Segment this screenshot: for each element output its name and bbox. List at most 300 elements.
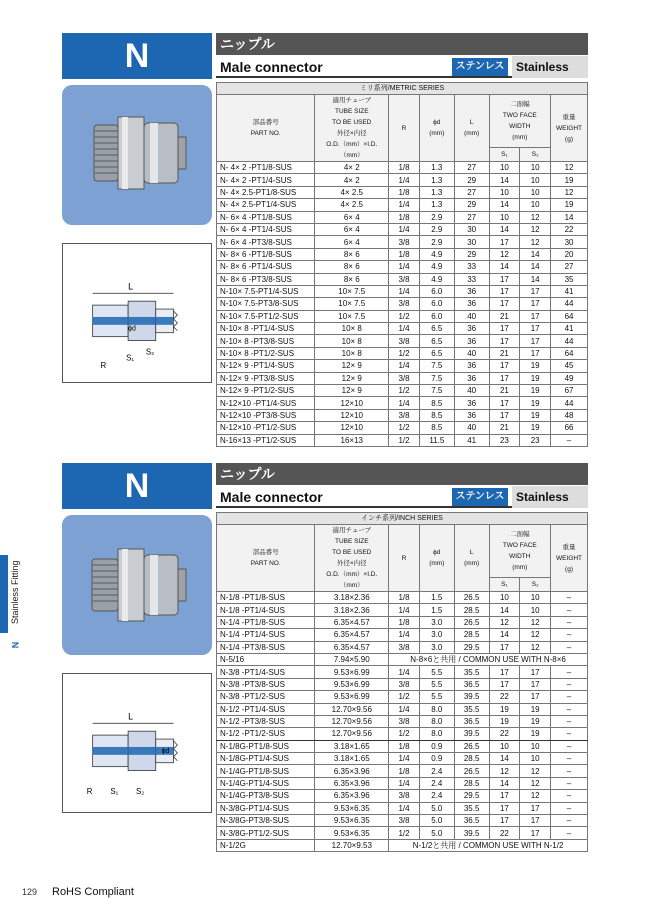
table-cell: N-1/8G-PT1/4-SUS xyxy=(217,753,315,765)
table-row xyxy=(217,199,588,211)
table-cell: 12× 9 xyxy=(315,360,389,372)
table-cell: 1/4 xyxy=(389,802,420,814)
table-cell: 12 xyxy=(520,777,551,789)
table-cell: 6× 4 xyxy=(315,211,389,223)
table-cell: 3.0 xyxy=(419,641,454,653)
table-cell: 1/4 xyxy=(389,323,420,335)
table-cell: 28.5 xyxy=(454,604,489,616)
table-cell: 1/4 xyxy=(389,753,420,765)
table-cell: 10 xyxy=(520,592,551,604)
table-cell: 3/8 xyxy=(389,372,420,384)
table-cell: 10 xyxy=(520,753,551,765)
fitting-photo-icon xyxy=(62,85,212,225)
table-cell: 19 xyxy=(489,703,520,715)
table-cell: 14 xyxy=(489,777,520,789)
col-l: L (mm) xyxy=(454,95,489,162)
table-row xyxy=(217,397,588,409)
table-cell: 6.35×3.96 xyxy=(315,777,389,789)
table-cell: 1/4 xyxy=(389,285,420,297)
table-row xyxy=(217,666,588,678)
table-cell: 1/2 xyxy=(389,434,420,446)
table-cell: 17 xyxy=(489,335,520,347)
table-cell: 44 xyxy=(551,335,588,347)
table-cell: N- 4× 2 -PT1/4-SUS xyxy=(217,174,315,186)
table-cell: N- 8× 6 -PT1/8-SUS xyxy=(217,248,315,260)
table-cell: 3/8 xyxy=(389,335,420,347)
table-cell: – xyxy=(551,691,588,703)
table-cell: 1/4 xyxy=(389,629,420,641)
section-title-en: Male connector xyxy=(220,489,323,505)
table-cell: – xyxy=(551,802,588,814)
table-cell: 3/8 xyxy=(389,715,420,727)
table-cell: 35.5 xyxy=(454,666,489,678)
table-cell: 10 xyxy=(520,740,551,752)
table-cell: 4× 2.5 xyxy=(315,199,389,211)
table-cell: N-1/4 -PT1/4-SUS xyxy=(217,629,315,641)
table-cell: 48 xyxy=(551,409,588,421)
table-cell: 3/8 xyxy=(389,409,420,421)
table-cell: 1/8 xyxy=(389,186,420,198)
col-l: L (mm) xyxy=(454,525,489,592)
section-title-bar xyxy=(216,56,588,78)
table-row xyxy=(217,678,588,690)
table-cell: 19 xyxy=(551,199,588,211)
col-part: 部品番号 PART NO. xyxy=(217,525,315,592)
table-cell: 19 xyxy=(551,174,588,186)
table-cell: 0.9 xyxy=(419,753,454,765)
table-cell: 29 xyxy=(454,174,489,186)
table-cell: 1/2 xyxy=(389,310,420,322)
diagram-label-phid: ϕd xyxy=(128,325,136,333)
table-row xyxy=(217,765,588,777)
section-title-jp: ニップル xyxy=(216,463,588,485)
table-cell: 1/2 xyxy=(389,422,420,434)
table-cell: 26.5 xyxy=(454,592,489,604)
table-cell: 1/2 xyxy=(389,347,420,359)
table-cell: 17 xyxy=(489,397,520,409)
table-cell: N- 8× 6 -PT3/8-SUS xyxy=(217,273,315,285)
table-cell: 9.53×6.99 xyxy=(315,666,389,678)
table-cell: 40 xyxy=(454,385,489,397)
table-cell: 1/8 xyxy=(389,740,420,752)
table-cell: 4.9 xyxy=(419,261,454,273)
table-cell: 9.53×6.35 xyxy=(315,802,389,814)
table-cell: 12 xyxy=(520,236,551,248)
table-cell: 17 xyxy=(489,666,520,678)
table-row xyxy=(217,740,588,752)
table-row xyxy=(217,641,588,653)
table-cell: N- 6× 4 -PT1/4-SUS xyxy=(217,223,315,235)
table-cell: 12×10 xyxy=(315,397,389,409)
table-cell: 36.5 xyxy=(454,678,489,690)
table-cell: 19 xyxy=(489,715,520,727)
table-cell: N-3/8 -PT3/8-SUS xyxy=(217,678,315,690)
table-cell: 1/2 xyxy=(389,728,420,740)
table-cell: – xyxy=(551,678,588,690)
table-cell: 49 xyxy=(551,372,588,384)
table-cell: 14 xyxy=(489,199,520,211)
table-cell: 39.5 xyxy=(454,827,489,839)
table-cell: – xyxy=(551,666,588,678)
table-cell: 67 xyxy=(551,385,588,397)
table-cell: N-8×6と共用 / COMMON USE WITH N-8×6 xyxy=(389,653,588,665)
table-row xyxy=(217,592,588,604)
table-cell: 8.5 xyxy=(419,409,454,421)
table-cell: 17 xyxy=(520,666,551,678)
rohs-label: RoHS Compliant xyxy=(52,886,134,898)
table-cell: 10 xyxy=(520,199,551,211)
table-cell: 36.5 xyxy=(454,815,489,827)
table-cell: N-16×13 -PT1/2-SUS xyxy=(217,434,315,446)
table-cell: 6.0 xyxy=(419,285,454,297)
table-cell: 12 xyxy=(520,223,551,235)
table-cell: 12 xyxy=(520,629,551,641)
table-cell: N-1/2と共用 / COMMON USE WITH N-1/2 xyxy=(389,839,588,851)
table-cell: 3/8 xyxy=(389,790,420,802)
table-row xyxy=(217,790,588,802)
table-cell: 21 xyxy=(489,385,520,397)
section-title-en: Male connector xyxy=(220,59,323,75)
table-cell: 21 xyxy=(489,347,520,359)
table-cell: 10× 7.5 xyxy=(315,285,389,297)
col-r: R xyxy=(389,95,420,162)
table-cell: 36 xyxy=(454,323,489,335)
table-cell: 10 xyxy=(489,740,520,752)
table-cell: 1/2 xyxy=(389,691,420,703)
table-cell: 11.5 xyxy=(419,434,454,446)
table-cell: 35 xyxy=(551,273,588,285)
table-cell: N-10× 8 -PT3/8-SUS xyxy=(217,335,315,347)
table-cell: 14 xyxy=(489,629,520,641)
table-cell: 10 xyxy=(489,211,520,223)
table-cell: 1/4 xyxy=(389,397,420,409)
table-cell: 6.35×4.57 xyxy=(315,629,389,641)
table-cell: 6.0 xyxy=(419,310,454,322)
table-cell: 26.5 xyxy=(454,765,489,777)
table-cell: 12 xyxy=(520,790,551,802)
table-row xyxy=(217,273,588,285)
table-row xyxy=(217,753,588,765)
table-cell: 12× 9 xyxy=(315,385,389,397)
table-cell: – xyxy=(551,753,588,765)
table-cell: N- 4× 2.5-PT1/4-SUS xyxy=(217,199,315,211)
table-cell: 14 xyxy=(489,753,520,765)
table-cell: 7.5 xyxy=(419,372,454,384)
table-row xyxy=(217,434,588,446)
section-title-bar xyxy=(216,486,588,508)
page-number: 129 xyxy=(22,887,38,897)
table-cell: 28.5 xyxy=(454,629,489,641)
table-cell: 12 xyxy=(520,211,551,223)
table-cell: 14 xyxy=(489,174,520,186)
table-cell: 19 xyxy=(520,422,551,434)
table-cell: 12.70×9.53 xyxy=(315,839,389,851)
table-row xyxy=(217,839,588,851)
table-cell: 41 xyxy=(454,434,489,446)
table-cell: 2.9 xyxy=(419,211,454,223)
table-cell: 8.0 xyxy=(419,715,454,727)
table-cell: 1/8 xyxy=(389,248,420,260)
table-cell: 12 xyxy=(489,616,520,628)
table-cell: – xyxy=(551,703,588,715)
table-row xyxy=(217,728,588,740)
table-cell: 8× 6 xyxy=(315,261,389,273)
table-cell: 12 xyxy=(520,765,551,777)
table-cell: 26.5 xyxy=(454,740,489,752)
table-row xyxy=(217,162,588,174)
table-cell: 29 xyxy=(454,248,489,260)
table-cell: 9.53×6.35 xyxy=(315,815,389,827)
table-cell: 10 xyxy=(520,186,551,198)
table-cell: 17 xyxy=(489,273,520,285)
table-cell: – xyxy=(551,641,588,653)
table-row xyxy=(217,604,588,616)
table-cell: 17 xyxy=(489,298,520,310)
table-cell: 3/8 xyxy=(389,815,420,827)
table-cell: 3.18×2.36 xyxy=(315,592,389,604)
table-row xyxy=(217,248,588,260)
table-cell: 6× 4 xyxy=(315,223,389,235)
table-cell: N-12×10 -PT3/8-SUS xyxy=(217,409,315,421)
table-cell: N- 4× 2.5-PT1/8-SUS xyxy=(217,186,315,198)
table-cell: 36 xyxy=(454,397,489,409)
table-row xyxy=(217,629,588,641)
diagram-label-L: L xyxy=(128,281,134,292)
table-cell: 17 xyxy=(489,409,520,421)
table-cell: 29.5 xyxy=(454,790,489,802)
table-cell: N-12×10 -PT1/4-SUS xyxy=(217,397,315,409)
table-cell: N-1/2 -PT1/4-SUS xyxy=(217,703,315,715)
table-row xyxy=(217,285,588,297)
table-cell: 1/4 xyxy=(389,360,420,372)
col-tube: 適用チューブ TUBE SIZE TO BE USED 外径×内径 O.D.（mm）×I.D.（mm） xyxy=(315,95,389,162)
table-cell: 36.5 xyxy=(454,715,489,727)
col-tube: 適用チューブ TUBE SIZE TO BE USED 外径×内径 O.D.（mm）×I.D.（mm） xyxy=(315,525,389,592)
col-d: ϕd (mm) xyxy=(419,525,454,592)
table-row xyxy=(217,653,588,665)
table-cell: 10× 7.5 xyxy=(315,298,389,310)
side-letter: N xyxy=(10,641,21,649)
table-cell: 12 xyxy=(520,616,551,628)
table-cell: 36 xyxy=(454,335,489,347)
table-row xyxy=(217,360,588,372)
table-cell: 1/4 xyxy=(389,777,420,789)
table-cell: 3/8 xyxy=(389,273,420,285)
col-part: 部品番号 PART NO. xyxy=(217,95,315,162)
col-weight: 重量 WEIGHT (g) xyxy=(551,95,588,162)
table-cell: 2.9 xyxy=(419,236,454,248)
table-cell: 10 xyxy=(489,186,520,198)
table-cell: 12 xyxy=(551,186,588,198)
table-cell: 28.5 xyxy=(454,777,489,789)
table-cell: – xyxy=(551,728,588,740)
table-row xyxy=(217,236,588,248)
table-cell: 35.5 xyxy=(454,802,489,814)
table-cell: N-3/8 -PT1/2-SUS xyxy=(217,691,315,703)
table-cell: 9.53×6.35 xyxy=(315,827,389,839)
table-cell: 3/8 xyxy=(389,641,420,653)
table-cell: 36 xyxy=(454,409,489,421)
table-cell: 12×10 xyxy=(315,409,389,421)
table-cell: 17 xyxy=(520,285,551,297)
table-cell: 8.0 xyxy=(419,703,454,715)
side-label: Stainless Fitting xyxy=(10,560,20,624)
table-cell: 17 xyxy=(520,691,551,703)
table-row xyxy=(217,186,588,198)
table-cell: 1.3 xyxy=(419,199,454,211)
table-cell: 1/4 xyxy=(389,666,420,678)
table-cell: 16×13 xyxy=(315,434,389,446)
table-cell: 21 xyxy=(489,422,520,434)
table-cell: 6.35×3.96 xyxy=(315,765,389,777)
table-cell: 22 xyxy=(489,728,520,740)
table-cell: 7.5 xyxy=(419,360,454,372)
series-label: インチ系列/INCH SERIES xyxy=(217,513,588,525)
table-cell: 14 xyxy=(520,248,551,260)
table-cell: 1.3 xyxy=(419,186,454,198)
table-cell: N-12× 9 -PT3/8-SUS xyxy=(217,372,315,384)
table-cell: – xyxy=(551,592,588,604)
table-row xyxy=(217,223,588,235)
col-s1: S₁ xyxy=(489,577,520,591)
table-row xyxy=(217,703,588,715)
table-cell: 2.9 xyxy=(419,223,454,235)
table-cell: 17 xyxy=(489,802,520,814)
table-cell: 1/4 xyxy=(389,261,420,273)
product-photo xyxy=(62,85,212,225)
table-cell: 14 xyxy=(520,261,551,273)
dimension-diagram xyxy=(62,243,212,383)
table-row xyxy=(217,777,588,789)
table-cell: 23 xyxy=(520,434,551,446)
table-cell: 22 xyxy=(489,691,520,703)
table-cell: 40 xyxy=(454,347,489,359)
table-cell: 10 xyxy=(489,592,520,604)
table-cell: 3/8 xyxy=(389,236,420,248)
table-cell: 27 xyxy=(454,211,489,223)
table-cell: 10 xyxy=(520,174,551,186)
table-cell: 14 xyxy=(520,273,551,285)
material-badge-jp: ステンレス xyxy=(452,488,508,506)
material-label-en: Stainless xyxy=(512,56,588,78)
side-tab xyxy=(0,555,8,633)
table-cell: – xyxy=(551,604,588,616)
table-cell: 0.9 xyxy=(419,740,454,752)
table-cell: 8.5 xyxy=(419,397,454,409)
table-cell: 1.3 xyxy=(419,162,454,174)
diagram-label-S2: S₂ xyxy=(136,787,145,797)
table-cell: N-10× 8 -PT1/2-SUS xyxy=(217,347,315,359)
table-cell: 19 xyxy=(520,715,551,727)
inch-table xyxy=(216,512,588,852)
diagram-label-S2: S₂ xyxy=(145,347,155,357)
table-cell: 4× 2 xyxy=(315,174,389,186)
table-cell: 33 xyxy=(454,261,489,273)
table-cell: 17 xyxy=(489,790,520,802)
section-badge: N xyxy=(62,33,212,79)
table-cell: 1/8 xyxy=(389,592,420,604)
table-cell: 2.4 xyxy=(419,777,454,789)
table-row xyxy=(217,347,588,359)
table-cell: N-1/4 -PT3/8-SUS xyxy=(217,641,315,653)
table-row xyxy=(217,409,588,421)
table-cell: 17 xyxy=(520,827,551,839)
table-cell: 3.18×1.65 xyxy=(315,740,389,752)
table-cell: 8× 6 xyxy=(315,248,389,260)
table-cell: N-3/8 -PT1/4-SUS xyxy=(217,666,315,678)
table-cell: – xyxy=(551,629,588,641)
diagram-label-R: R xyxy=(100,361,107,371)
table-cell: N-1/4G-PT3/8-SUS xyxy=(217,790,315,802)
table-cell: 29 xyxy=(454,199,489,211)
table-cell: – xyxy=(551,740,588,752)
series-label: ミリ系列/METRIC SERIES xyxy=(217,83,588,95)
table-cell: 30 xyxy=(454,236,489,248)
table-cell: 10× 7.5 xyxy=(315,310,389,322)
dimension-diagram xyxy=(62,673,212,813)
table-cell: – xyxy=(551,815,588,827)
table-cell: 5.0 xyxy=(419,802,454,814)
table-cell: 12× 9 xyxy=(315,372,389,384)
table-cell: 17 xyxy=(520,298,551,310)
table-cell: N-1/2G xyxy=(217,839,315,851)
table-row xyxy=(217,815,588,827)
table-cell: 35.5 xyxy=(454,703,489,715)
table-cell: 10 xyxy=(520,162,551,174)
table-row xyxy=(217,310,588,322)
table-cell: N- 6× 4 -PT3/8-SUS xyxy=(217,236,315,248)
table-cell: N-10× 7.5-PT3/8-SUS xyxy=(217,298,315,310)
table-cell: N-5/16 xyxy=(217,653,315,665)
table-cell: 3.18×2.36 xyxy=(315,604,389,616)
col-r: R xyxy=(389,525,420,592)
table-cell: 21 xyxy=(489,310,520,322)
table-cell: 14 xyxy=(551,211,588,223)
table-cell: 17 xyxy=(520,815,551,827)
table-cell: 1/8 xyxy=(389,162,420,174)
table-cell: N-1/8 -PT1/4-SUS xyxy=(217,604,315,616)
table-cell: N- 6× 4 -PT1/8-SUS xyxy=(217,211,315,223)
table-cell: 36 xyxy=(454,360,489,372)
diagram-label-S1: S₁ xyxy=(126,353,135,363)
table-cell: N-3/8G-PT1/4-SUS xyxy=(217,802,315,814)
table-cell: N-10× 8 -PT1/4-SUS xyxy=(217,323,315,335)
diagram-label-L: L xyxy=(128,711,134,722)
table-cell: 17 xyxy=(489,236,520,248)
table-cell: 6.5 xyxy=(419,323,454,335)
table-cell: N- 4× 2 -PT1/8-SUS xyxy=(217,162,315,174)
table-cell: 5.5 xyxy=(419,666,454,678)
table-cell: N-1/4G-PT1/4-SUS xyxy=(217,777,315,789)
table-cell: 5.5 xyxy=(419,678,454,690)
table-cell: 12.70×9.56 xyxy=(315,703,389,715)
table-cell: 19 xyxy=(520,397,551,409)
table-cell: 12.70×9.56 xyxy=(315,715,389,727)
table-cell: 12 xyxy=(551,162,588,174)
table-cell: 14 xyxy=(489,261,520,273)
table-cell: 17 xyxy=(520,310,551,322)
table-row xyxy=(217,385,588,397)
table-cell: 8.0 xyxy=(419,728,454,740)
table-cell: 5.5 xyxy=(419,691,454,703)
table-cell: 7.5 xyxy=(419,385,454,397)
table-cell: 6.35×3.96 xyxy=(315,790,389,802)
table-cell: 10× 8 xyxy=(315,347,389,359)
table-cell: 17 xyxy=(520,335,551,347)
table-cell: 12.70×9.56 xyxy=(315,728,389,740)
table-cell: 14 xyxy=(489,223,520,235)
table-cell: 66 xyxy=(551,422,588,434)
